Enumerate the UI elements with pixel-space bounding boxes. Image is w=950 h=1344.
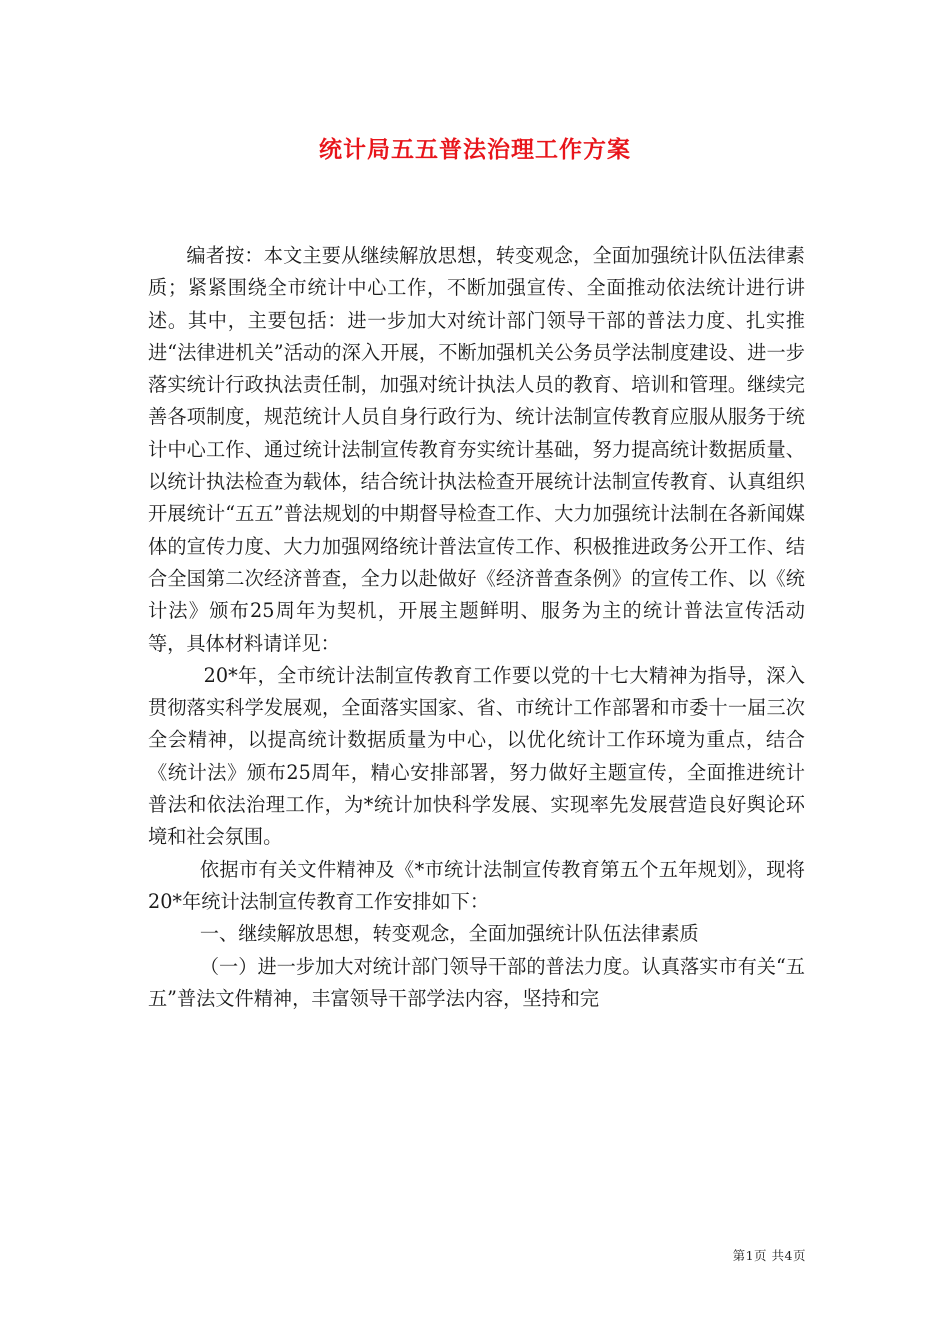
- section-heading-1: 一、继续解放思想，转变观念，全面加强统计队伍法律素质: [199, 922, 699, 946]
- document-body: [148, 240, 805, 1015]
- paragraph-editor-note: 编者按：本文主要从继续解放思想，转变观念，全面加强统计队伍法律素质；紧紧围绕全市统计中心工作，不断加强宣传、全面推动依法统计进行讲述。其中，主要包括：进一步加大对统计部门领导干部的普法力度、扎实推进“法律进机关”活动的深入开展，不断加强机关公务员学法制度建设、进一步落实统计行政执法责任制，加强对统计执法人员的教育、培训和管理。继续完善各项制度，规范统计人员自身行政行为、统计法制宣传教育应服从服务于统计中心工作、通过统计法制宣传教育夯实统计基础，努力提高统计数据质量、以统计执法检查为载体，结合统计执法检查开展统计法制宣传教育、认真组织开展统计“五五”普法规划的中期督导检查工作、大力加强统计法制在各新闻媒体的宣传力度、大力加强网络统计普法宣传工作、积极推进政务公开工作、结合全国第二次经济普查，全力以赴做好《经济普查条例》的宣传工作、以《统计法》颁布25周年为契机，开展主题鲜明、服务为主的统计普法宣传活动等，具体材料请详见：: [148, 244, 805, 655]
- document-title: 统计局五五普法治理工作方案: [319, 136, 631, 163]
- paragraph-subsection-1: （一）进一步加大对统计部门领导干部的普法力度。认真落实市有关“五五”普法文件精神，丰富领导干部学法内容，坚持和完: [148, 954, 805, 1010]
- paragraph-basis: 依据市有关文件精神及《*市统计法制宣传教育第五个五年规划》，现将20*年统计法制宣传教育工作安排如下：: [148, 857, 805, 913]
- page-number: 第1页 共4页: [732, 1248, 806, 1263]
- paragraph-intro: 20*年，全市统计法制宣传教育工作要以党的十七大精神为指导，深入贯彻落实科学发展观，全面落实国家、省、市统计工作部署和市委十一届三次全会精神，以提高统计数据质量为中心，以优化统计工作环境为重点，结合《统计法》颁布25周年，精心安排部署，努力做好主题宣传，全面推进统计普法和依法治理工作，为*统计加快科学发展、实现率先发展营造良好舆论环境和社会氛围。: [148, 663, 805, 849]
